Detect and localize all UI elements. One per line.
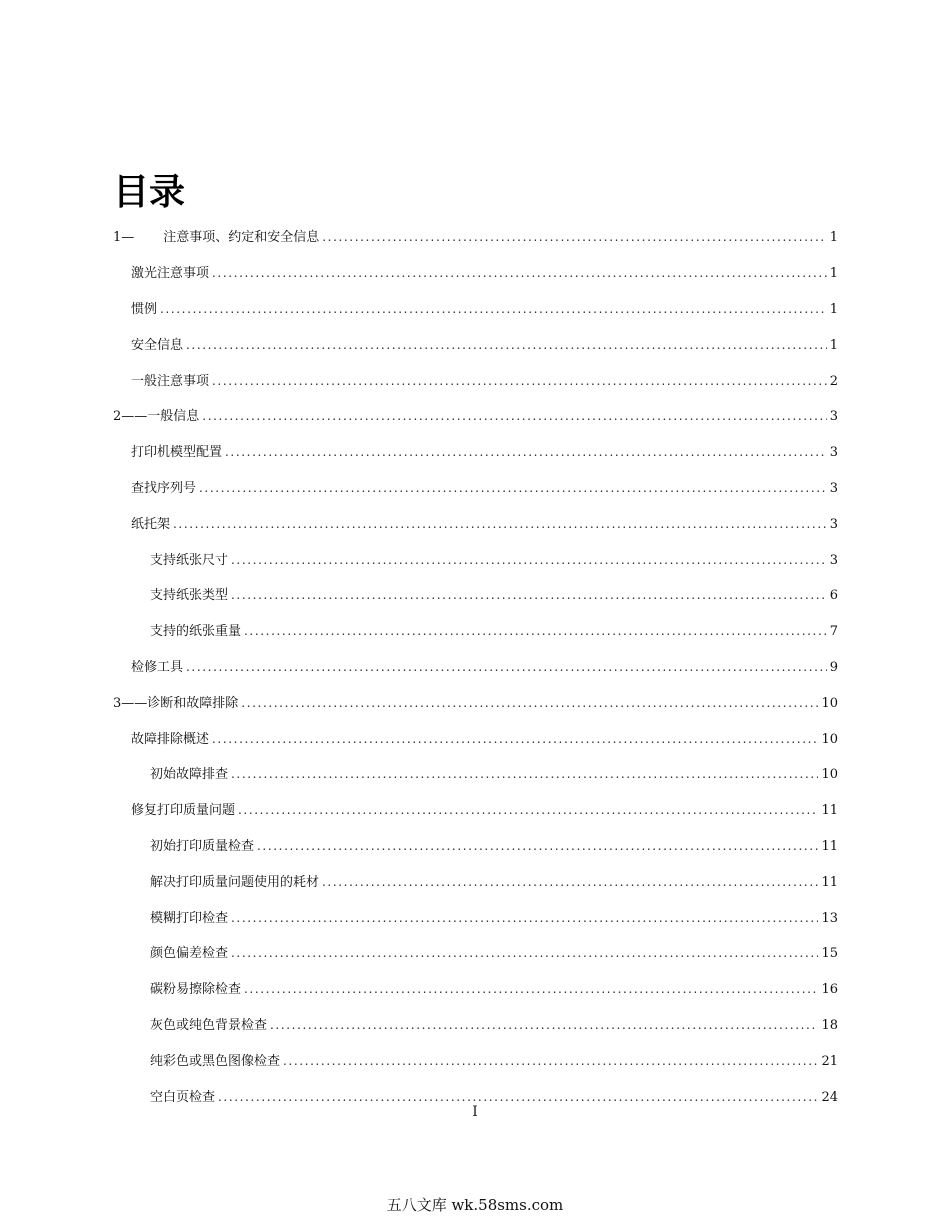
toc-dot-leader — [212, 732, 818, 746]
toc-dot-leader — [231, 911, 818, 925]
toc-entry-title: 故障排除概述 — [131, 731, 210, 747]
toc-dot-leader — [231, 553, 827, 567]
toc-entry-row — [150, 763, 838, 782]
toc-entry-title: 初始故障排查 — [150, 767, 229, 783]
toc-entry-row — [150, 978, 838, 997]
toc-entry-title: 纸托架 — [131, 516, 171, 532]
toc-entry-title: 支持纸张类型 — [150, 588, 229, 604]
toc-dot-leader — [241, 696, 818, 710]
toc-entry-row — [150, 584, 838, 603]
toc-entry-title: 惯例 — [131, 301, 158, 317]
toc-entry[interactable] — [0, 576, 950, 612]
toc-entry-row — [131, 728, 838, 747]
toc-entry-page: 11 — [821, 838, 838, 854]
toc-entry[interactable] — [0, 1041, 950, 1077]
toc-dot-leader — [231, 767, 818, 781]
toc-dot-leader — [257, 839, 818, 853]
toc-entry[interactable] — [0, 612, 950, 648]
toc-entry-page: 21 — [821, 1053, 838, 1069]
toc-entry[interactable] — [0, 540, 950, 576]
toc-entry-row — [150, 1014, 838, 1033]
toc-entry-title: 支持的纸张重量 — [150, 624, 242, 640]
toc-entry-page: 15 — [821, 946, 838, 962]
toc-entry-page: 3 — [829, 445, 838, 461]
toc-dot-leader — [225, 445, 827, 459]
toc-entry-row — [131, 799, 838, 818]
toc-entry-title: 安全信息 — [131, 337, 184, 353]
toc-entry[interactable] — [0, 254, 950, 290]
toc-dot-leader — [199, 481, 827, 495]
toc-entry-page: 9 — [829, 659, 838, 675]
toc-entry-page: 11 — [821, 803, 838, 819]
toc-entry[interactable] — [0, 683, 950, 719]
toc-entry-row — [150, 871, 838, 890]
toc-entry-page: 3 — [829, 409, 838, 425]
toc-entry-row — [131, 298, 838, 317]
toc-entry-title: 3——诊断和故障排除 — [113, 695, 239, 711]
toc-dot-leader — [160, 302, 827, 316]
toc-entry-row — [150, 1086, 838, 1105]
toc-entry-row — [131, 656, 838, 675]
toc-entry-page: 18 — [821, 1017, 838, 1033]
toc-entry-row — [113, 226, 838, 245]
toc-entry-row — [131, 262, 838, 281]
toc-dot-leader — [202, 409, 826, 423]
toc-entry-page: 11 — [821, 874, 838, 890]
toc-entry-title: 激光注意事项 — [131, 266, 210, 282]
toc-entry-page: 3 — [829, 516, 838, 532]
toc-dot-leader — [238, 803, 818, 817]
toc-entry-page: 1 — [829, 266, 838, 282]
toc-entry-row — [150, 835, 838, 854]
toc-entry-row — [150, 942, 838, 961]
toc-entry[interactable] — [0, 648, 950, 684]
toc-entry-row — [150, 549, 838, 568]
toc-entry-title: 颜色偏差检查 — [150, 946, 229, 962]
toc-entry-page: 10 — [821, 731, 838, 747]
toc-dot-leader — [218, 1090, 818, 1104]
toc-entry[interactable] — [0, 827, 950, 863]
toc-entry[interactable] — [0, 504, 950, 540]
toc-entry[interactable] — [0, 361, 950, 397]
toc-dot-leader — [186, 338, 827, 352]
table-of-contents — [0, 218, 950, 1113]
toc-entry-row — [113, 692, 838, 711]
toc-entry-row — [113, 405, 838, 424]
toc-entry[interactable] — [0, 397, 950, 433]
toc-entry-title: 纯彩色或黑色图像检查 — [150, 1053, 281, 1069]
toc-entry-page: 7 — [829, 624, 838, 640]
toc-entry-title: 修复打印质量问题 — [131, 803, 236, 819]
toc-entry[interactable] — [0, 325, 950, 361]
toc-entry-page: 16 — [821, 982, 838, 998]
toc-entry-row — [150, 907, 838, 926]
toc-entry-title: 打印机模型配置 — [131, 445, 223, 461]
toc-title: 目录 — [113, 172, 186, 213]
toc-entry-page: 6 — [829, 588, 838, 604]
toc-dot-leader — [244, 624, 827, 638]
toc-entry-title: 检修工具 — [131, 659, 184, 675]
toc-entry[interactable] — [0, 970, 950, 1006]
toc-entry[interactable] — [0, 898, 950, 934]
toc-dot-leader — [186, 660, 827, 674]
toc-entry-page: 1 — [829, 301, 838, 317]
toc-entry-page: 10 — [821, 767, 838, 783]
toc-entry-page: 24 — [821, 1089, 838, 1105]
toc-dot-leader — [283, 1054, 818, 1068]
toc-entry-page: 1 — [829, 230, 838, 246]
toc-entry-page: 1 — [829, 337, 838, 353]
toc-entry-title: 空白页检查 — [150, 1089, 216, 1105]
toc-entry-row — [150, 1050, 838, 1069]
toc-entry[interactable] — [0, 755, 950, 791]
toc-dot-leader — [322, 230, 826, 244]
footer-watermark: 五八文库 wk.58sms.com — [386, 1196, 564, 1214]
toc-entry[interactable] — [0, 290, 950, 326]
toc-entry-title: 注意事项、约定和安全信息 — [163, 230, 320, 246]
toc-entry-row — [131, 513, 838, 532]
toc-dot-leader — [212, 266, 827, 280]
toc-entry-row — [131, 477, 838, 496]
toc-entry[interactable] — [0, 469, 950, 505]
toc-dot-leader — [231, 588, 827, 602]
toc-entry[interactable] — [0, 934, 950, 970]
toc-entry[interactable] — [0, 719, 950, 755]
toc-entry-number: 1— — [113, 230, 135, 246]
toc-entry-title: 灰色或纯色背景检查 — [150, 1017, 268, 1033]
toc-entry-row — [131, 334, 838, 353]
toc-entry-title: 模糊打印检查 — [150, 910, 229, 926]
toc-entry[interactable] — [0, 791, 950, 827]
toc-entry-page: 3 — [829, 552, 838, 568]
toc-dot-leader — [231, 946, 818, 960]
toc-entry[interactable] — [0, 433, 950, 469]
toc-entry-row — [131, 441, 838, 460]
toc-entry-title: 查找序列号 — [131, 480, 197, 496]
toc-entry-title: 2——一般信息 — [113, 409, 200, 425]
toc-dot-leader — [212, 374, 827, 388]
toc-entry-row — [131, 370, 838, 389]
toc-entry[interactable] — [0, 862, 950, 898]
toc-entry-row — [150, 620, 838, 639]
toc-entry[interactable] — [0, 1006, 950, 1042]
page-number: I — [472, 1104, 478, 1120]
toc-entry-title: 碳粉易擦除检查 — [150, 982, 242, 998]
toc-dot-leader — [173, 517, 827, 531]
toc-dot-leader — [270, 1018, 818, 1032]
toc-entry-title: 支持纸张尺寸 — [150, 552, 229, 568]
toc-entry-page: 3 — [829, 480, 838, 496]
toc-entry-page: 13 — [821, 910, 838, 926]
toc-dot-leader — [322, 875, 818, 889]
toc-entry-title: 解决打印质量问题使用的耗材 — [150, 874, 320, 890]
toc-dot-leader — [244, 982, 818, 996]
toc-entry[interactable] — [0, 218, 950, 254]
toc-entry-page: 10 — [821, 695, 838, 711]
toc-entry-title: 一般注意事项 — [131, 373, 210, 389]
toc-entry-title: 初始打印质量检查 — [150, 838, 255, 854]
toc-entry-page: 2 — [829, 373, 838, 389]
